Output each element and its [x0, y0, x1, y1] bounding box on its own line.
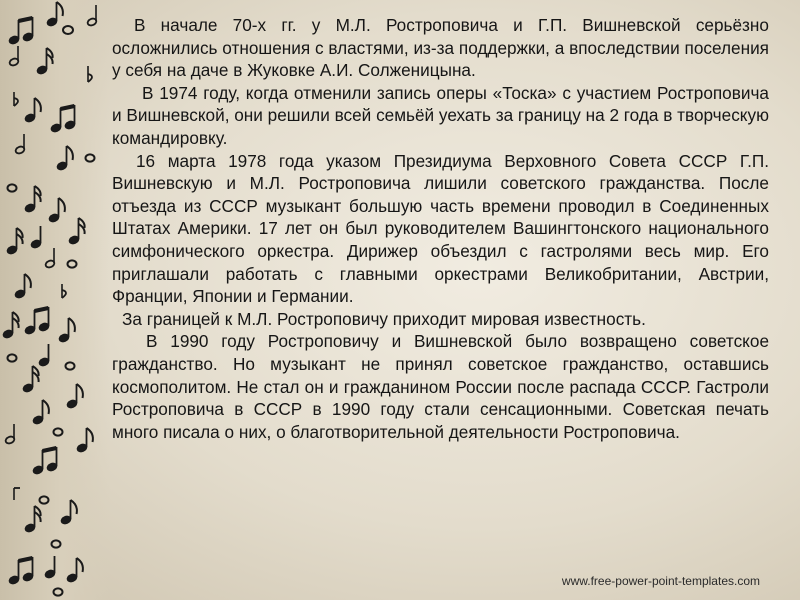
beamed-notes-icon [32, 447, 58, 475]
half-note-icon [5, 424, 16, 445]
whole-note-icon [68, 260, 77, 267]
half-note-icon [9, 46, 20, 67]
eighth-note-icon [14, 274, 31, 299]
whole-note-icon [54, 428, 63, 435]
whole-note-icon [54, 588, 63, 595]
sixteenth-note-icon [2, 312, 19, 339]
eighth-note-icon [32, 400, 49, 425]
paragraph-1: В начале 70-х гг. у М.Л. Ростроповича и Г.П. Вишневской серьёзно осложнились отношения с властями, из-за поддержки, а впоследствии поселения у себя на даче в Жуковке А.И. Солженицына. [112, 15, 769, 81]
eighth-note-icon [46, 2, 63, 27]
eighth-note-icon [60, 500, 77, 525]
paragraph-3: 16 марта 1978 года указом Президиума Верховного Совета СССР Г.П. Вишневскую и М.Л. Ростроповича лишили советского гражданства. После отъезда из СССР музыкант большую часть времени проводил в Соединенных Штатах Америки. 17 лет он был руководителем Вашингтонского национального симфонического оркестра. Дирижер объездил с гастролями весь мир. Его приглашали работать с главными оркестрами Великобритании, Австрии, Франции, Японии и Германии. [112, 150, 769, 307]
quarter-note-icon [44, 556, 56, 579]
flat-icon [62, 284, 66, 298]
whole-note-icon [63, 26, 73, 34]
whole-note-icon [52, 540, 61, 547]
eighth-note-icon [66, 558, 83, 583]
whole-note-icon [8, 184, 17, 191]
eighth-note-icon [58, 318, 75, 343]
half-note-icon [45, 248, 56, 269]
half-note-icon [15, 134, 26, 155]
flat-icon [14, 92, 18, 106]
whole-note-icon [40, 496, 49, 503]
whole-note-icon [8, 354, 17, 361]
quarter-note-icon [38, 344, 50, 367]
eighth-note-icon [48, 198, 65, 223]
beamed-notes-icon [50, 105, 76, 133]
half-note-icon [87, 5, 98, 27]
beamed-notes-icon [8, 557, 34, 585]
paragraph-4: За границей к М.Л. Ростроповичу приходит мировая известность. [122, 308, 646, 329]
whole-note-icon [66, 362, 75, 369]
flat-icon [14, 488, 20, 500]
paragraph-5: В 1990 году Ростроповичу и Вишневской было возвращено советское гражданство. Но музыкант не принял советское гражданство, оставшись космополитом. Не стал он и гражданином России после распада СССР. Гастроли Ростроповича в СССР в 1990 году стали сенсационными. Советская печать много писала о них, о благотворительной деятельности Ростроповича. [112, 331, 769, 442]
flat-icon [88, 66, 92, 82]
eighth-note-icon [76, 428, 93, 453]
sixteenth-note-icon [22, 366, 39, 393]
sixteenth-note-icon [6, 228, 23, 255]
paragraph-2: В 1974 году, когда отменили запись оперы «Тоска» с участием Ростроповича и Вишневской, они решили всей семьёй уехать за границу на 2 года в творческую командировку. [112, 82, 769, 148]
beamed-notes-icon [24, 307, 50, 335]
sixteenth-note-icon [36, 48, 53, 75]
whole-note-icon [86, 154, 95, 161]
eighth-note-icon [24, 98, 41, 123]
eighth-note-icon [66, 384, 83, 409]
eighth-note-icon [56, 146, 73, 171]
sixteenth-note-icon [24, 506, 41, 533]
sixteenth-note-icon [68, 218, 85, 245]
footer-url: www.free-power-point-templates.com [561, 574, 760, 588]
sixteenth-note-icon [24, 186, 41, 213]
music-notes-decoration [0, 0, 110, 600]
beamed-notes-icon [8, 17, 34, 45]
quarter-note-icon [30, 226, 42, 249]
slide-text [112, 14, 769, 443]
music-notes-icon [0, 0, 110, 600]
